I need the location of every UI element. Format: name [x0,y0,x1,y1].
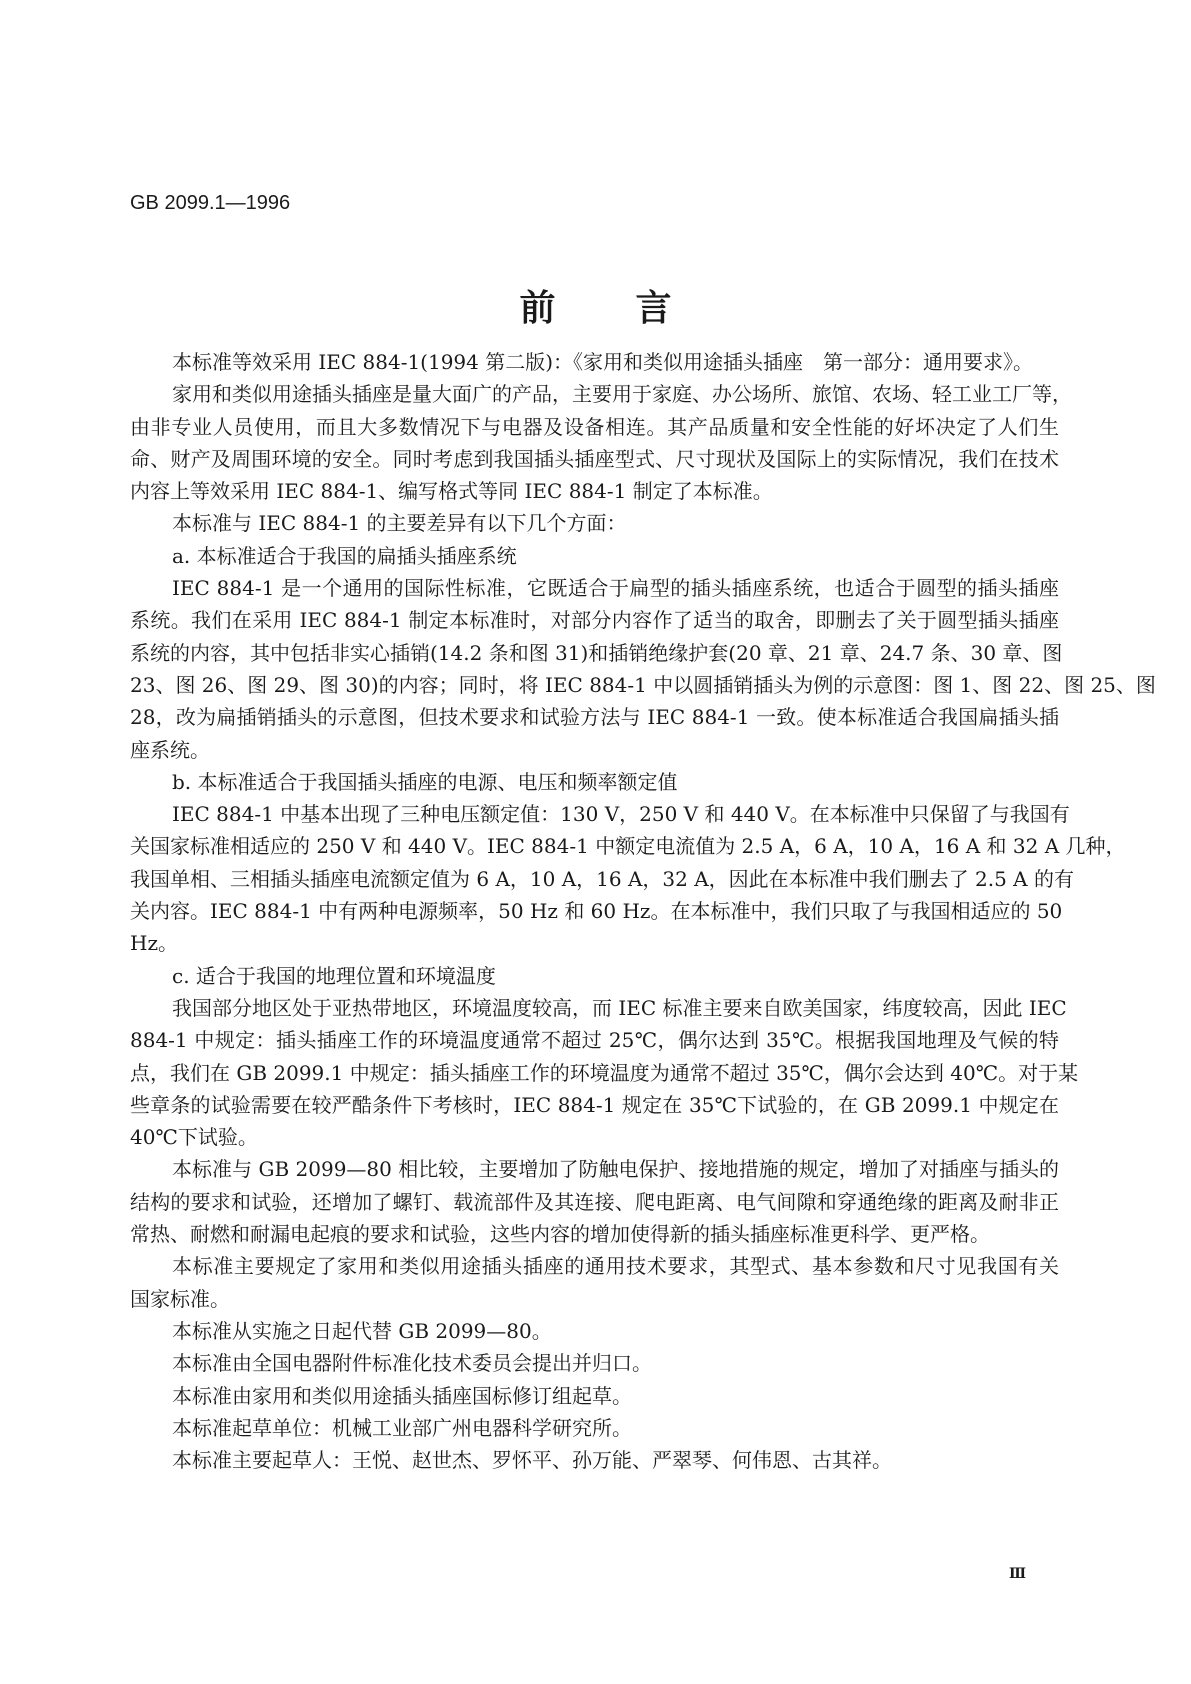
text-line: 家用和类似用途插头插座是量大面广的产品，主要用于家庭、办公场所、旅馆、农场、轻工业工厂等， [172,382,1072,407]
text-line: 本标准由家用和类似用途插头插座国标修订组起草。 [172,1383,632,1408]
text-line: 由非专业人员使用，而且大多数情况下与电器及设备相连。其产品质量和安全性能的好坏决定了人们生 [130,414,1059,439]
text-line: 结构的要求和试验，还增加了螺钉、载流部件及其连接、爬电距离、电气间隙和穿通绝缘的距离及耐非正 [130,1189,1059,1214]
text-line: 本标准主要起草人：王悦、赵世杰、罗怀平、孙万能、严翠琴、何伟恩、古其祥。 [172,1448,892,1473]
paragraph [130,378,1072,507]
text-line: 系统的内容，其中包括非实心插销(14.2 条和图 31)和插销绝缘护套(20 章、21 章、24.7 条、30 章、图 [130,640,1063,665]
paragraph [130,540,1059,572]
paragraph [130,766,1059,798]
text-line: 我国部分地区处于亚热带地区，环境温度较高，而 IEC 标准主要来自欧美国家，纬度较高，因此 IEC [172,995,1067,1020]
text-line: 28，改为扁插销插头的示意图，但技术要求和试验方法与 IEC 884-1 一致。使本标准适合我国扁插头插 [130,705,1059,730]
paragraph [130,1250,1059,1315]
paragraph [130,572,1156,766]
text-line: 本标准与 IEC 884-1 的主要差异有以下几个方面： [172,511,627,536]
text-line: 系统。我们在采用 IEC 884-1 制定本标准时，对部分内容作了适当的取舍，即删去了关于圆型插头插座 [130,608,1059,633]
text-line: 座系统。 [130,737,210,762]
paragraph [130,1380,1059,1412]
paragraph [130,1444,1059,1476]
text-line: 内容上等效采用 IEC 884-1、编写格式等同 IEC 884-1 制定了本标准。 [130,479,773,504]
text-line: 23、图 26、图 29、图 30)的内容；同时，将 IEC 884-1 中以圆插销插头为例的示意图：图 1、图 22、图 25、图 [130,672,1156,697]
paragraph [130,1347,1059,1379]
paragraph [130,1412,1059,1444]
text-line: 本标准主要规定了家用和类似用途插头插座的通用技术要求，其型式、基本参数和尺寸见我国有关 [172,1254,1059,1279]
page-title: 前言 [519,287,752,329]
text-line: c. 适合于我国的地理位置和环境温度 [172,963,496,988]
paragraph [130,1315,1059,1347]
paragraph [130,507,1059,539]
foreword-body [130,346,1156,1476]
text-line: 本标准与 GB 2099—80 相比较，主要增加了防触电保护、接地措施的规定，增加了对插座与插头的 [172,1157,1059,1182]
text-line: a. 本标准适合于我国的扁插头插座系统 [172,543,517,568]
text-line: IEC 884-1 中基本出现了三种电压额定值：130 V，250 V 和 440 V。在本标准中只保留了与我国有 [172,802,1070,827]
text-line: 些章条的试验需要在较严酷条件下考核时，IEC 884-1 规定在 35℃下试验的，在 GB 2099.1 中规定在 [130,1092,1059,1117]
text-line: 关内容。IEC 884-1 中有两种电源频率，50 Hz 和 60 Hz。在本标准中，我们只取了与我国相适应的 50 [130,899,1063,924]
paragraph [130,960,1059,992]
text-line: b. 本标准适合于我国插头插座的电源、电压和频率额定值 [172,769,678,794]
page-number: Ⅲ [1009,1566,1027,1582]
text-line: 本标准由全国电器附件标准化技术委员会提出并归口。 [172,1351,652,1376]
text-line: 我国单相、三相插头插座电流额定值为 6 A，10 A，16 A，32 A，因此在本标准中我们删去了 2.5 A 的有 [130,866,1074,891]
document-id: GB 2099.1—1996 [130,192,291,214]
text-line: 884-1 中规定：插头插座工作的环境温度通常不超过 25℃，偶尔达到 35℃。根据我国地理及气候的特 [130,1028,1059,1053]
text-line: 关国家标准相适应的 250 V 和 440 V。IEC 884-1 中额定电流值为 2.5 A，6 A，10 A，16 A 和 32 A 几种， [130,834,1126,859]
text-line: 常热、耐燃和耐漏电起痕的要求和试验，这些内容的增加使得新的插头插座标准更科学、更严格。 [130,1222,990,1247]
text-line: 国家标准。 [130,1286,230,1311]
paragraph [130,798,1126,959]
paragraph [130,992,1079,1153]
text-line: 点，我们在 GB 2099.1 中规定：插头插座工作的环境温度为通常不超过 35℃，偶尔会达到 40℃。对于某 [130,1060,1079,1085]
text-line: 命、财产及周围环境的安全。同时考虑到我国插头插座型式、尺寸现状及国际上的实际情况，我们在技术 [130,446,1059,471]
paragraph [130,346,1059,378]
text-line: 本标准起草单位：机械工业部广州电器科学研究所。 [172,1415,632,1440]
text-line: 本标准等效采用 IEC 884-1(1994 第二版)：《家用和类似用途插头插座 第一部分：通用要求》。 [172,350,1034,374]
paragraph [130,1153,1059,1250]
text-line: Hz。 [130,931,178,956]
text-line: IEC 884-1 是一个通用的国际性标准，它既适合于扁型的插头插座系统，也适合于圆型的插头插座 [172,576,1059,601]
text-line: 40℃下试验。 [130,1125,258,1150]
text-line: 本标准从实施之日起代替 GB 2099—80。 [172,1318,552,1343]
